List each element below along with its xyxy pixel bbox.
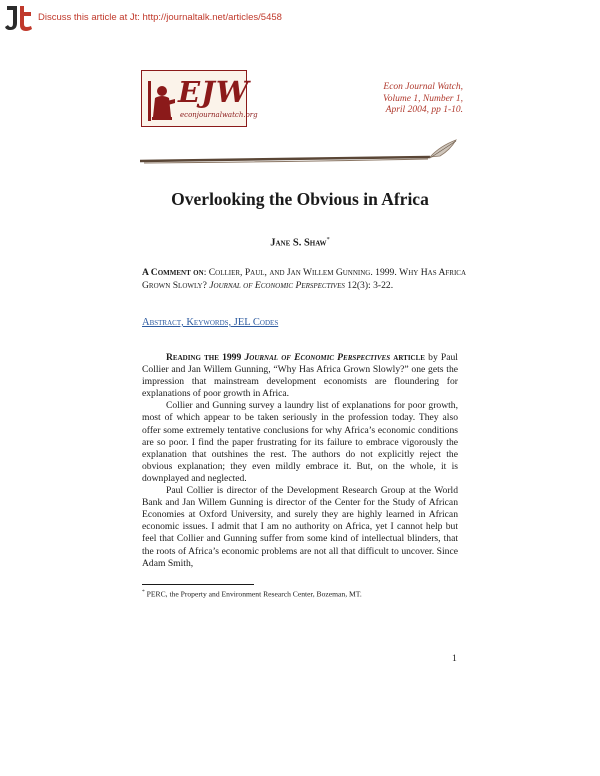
paragraph-3: Paul Collier is director of the Development Research Group at the World Bank and Jan Willem Gunning is director of the Center for the Study of African Economies at Oxford University, and surely they are highly learned in African economic issues. I admit that I am no authority on Africa, yet I cannot help but feel that Collier and Gunning suffer from some kind of intellectual blinders, that the roots of Africa’s economic problems are not all that difficult to uncover. Since Adam Smith, [142, 485, 458, 569]
article-title: Overlooking the Obvious in Africa [171, 189, 429, 209]
comment-label: A Comment on [142, 267, 204, 278]
article-author [0, 236, 600, 249]
paragraph-1-lead: Reading the 1999 Journal of Economic Perspectives article [166, 352, 425, 363]
ejw-logo [141, 70, 258, 127]
paragraph-1: Reading the 1999 Journal of Economic Perspectives article by Paul Collier and Jan Willem Gunning, “Why Has Africa Grown Slowly?” one gets the impression that mainstream development economists are floundering for explanations of poor growth in Africa. [142, 352, 458, 400]
reference-issue: 12(3): 3-22. [347, 279, 394, 291]
footnote [142, 589, 458, 599]
journal-name: Econ Journal Watch, [383, 82, 463, 92]
ejw-letters: EJW [178, 75, 250, 109]
discuss-article-link[interactable]: Discuss this article at Jt: http://journaltalk.net/articles/5458 [38, 12, 282, 23]
ejw-site-url: econjournalwatch.org [180, 111, 258, 119]
journaltalk-logo-icon[interactable] [4, 4, 34, 32]
abstract-keywords-jel-link[interactable]: Abstract, Keywords, JEL Codes [142, 317, 279, 328]
article-body [142, 352, 458, 570]
journal-reference [383, 82, 463, 117]
reference-title: Why Has Africa Grown Slowly? [142, 267, 467, 291]
paragraph-2: Collier and Gunning survey a laundry list of explanations for poor growth, most of which appear to be taken seriously in the profession today. They also offer some extremely tentative conclusions for why Africa’s economic conditions are so poor. I find the paper frustrating for its failure to embrace vigorously the explanation that outshines the rest. The authors do not explicitly reject the obvious explanation; they even mildly embrace it. But, on the whole, it is downplayed and neglected. [142, 400, 458, 484]
footnote-rule [142, 584, 254, 585]
reference-journal: Journal of Economic Perspectives [209, 279, 345, 291]
author-name: Jane S. Shaw [270, 237, 327, 249]
author-footnote-mark: * [326, 236, 330, 243]
footnote-text: PERC, the Property and Environment Research Center, Bozeman, MT. [146, 589, 362, 599]
quill-divider-icon [140, 138, 460, 168]
journaltalk-banner [0, 0, 600, 34]
volume-line: Volume 1, Number 1, [383, 93, 463, 104]
comment-on-reference [142, 267, 467, 292]
footnote-mark: * [142, 589, 145, 595]
page-number: 1 [452, 653, 457, 664]
reference-authors: : Collier, Paul, and Jan Willem Gunning. 1999. [203, 267, 397, 278]
date-pages: April 2004, pp 1-10. [385, 105, 463, 115]
